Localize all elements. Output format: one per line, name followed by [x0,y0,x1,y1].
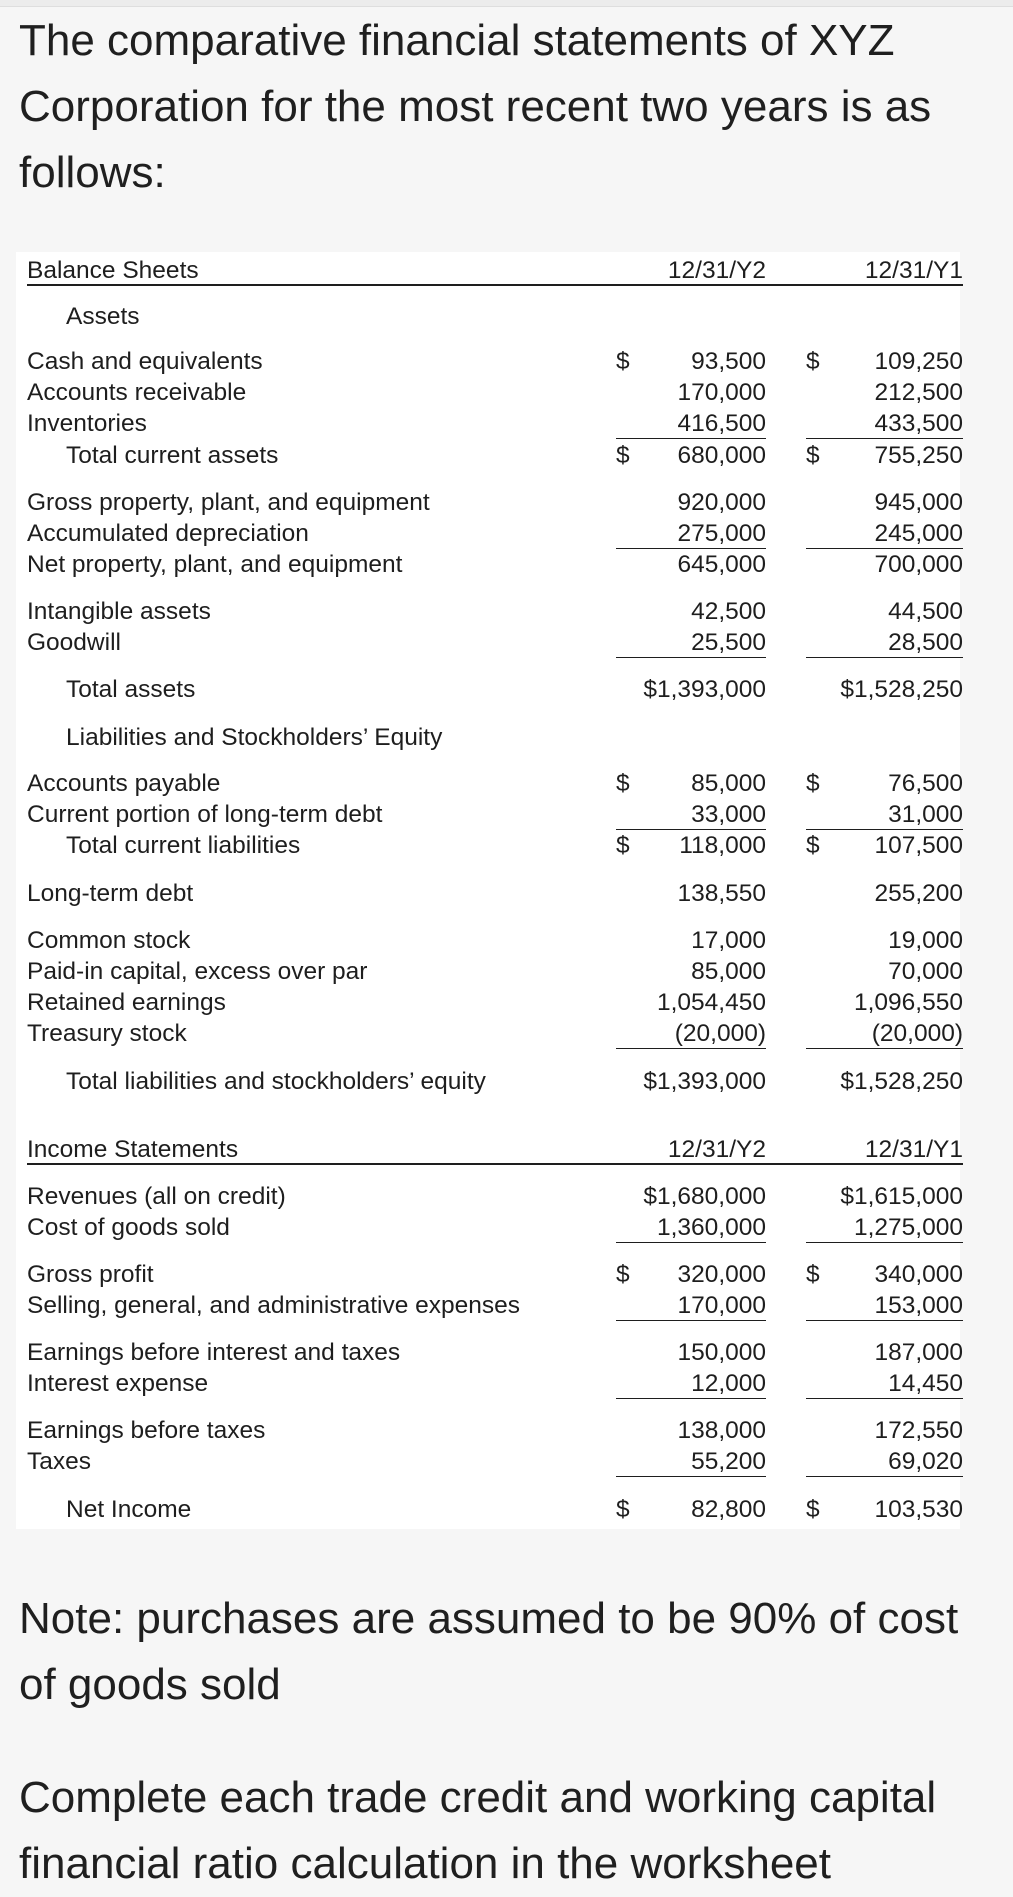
value-y2: 920,000 [677,489,766,516]
row-label: Long-term debt [27,880,194,907]
value-y2: 320,000 [677,1261,766,1288]
row-label: Interest expense [27,1370,209,1397]
table-row [16,627,963,658]
row-label: Accumulated depreciation [27,520,309,547]
value-y2: 1,054,450 [657,989,766,1016]
value-y2: 42,500 [691,598,766,625]
table-row [16,487,963,518]
row-label: Total current liabilities [66,832,301,859]
table-row [16,799,963,830]
value-y2: 85,000 [691,958,766,985]
liabilities-heading: Liabilities and Stockholders’ Equity [66,724,443,751]
table-row [16,1494,963,1525]
row-label: Total current assets [66,442,279,469]
value-y1: 212,500 [874,379,963,406]
currency-symbol: $ [616,1261,630,1288]
row-label: Gross property, plant, and equipment [27,489,430,516]
table-row [16,518,963,549]
value-y2: $1,393,000 [643,676,766,703]
table-row [16,408,963,439]
value-y1: 28,500 [888,629,963,656]
value-y2: 93,500 [691,348,766,375]
currency-symbol: $ [616,348,630,375]
row-label: Total assets [66,676,196,703]
note-paragraph: Note: purchases are assumed to be 90% of cost of goods sold [19,1594,959,1709]
value-y1: 107,500 [874,832,963,859]
value-y1: $1,528,250 [840,676,963,703]
row-label: Total liabilities and stockholders’ equity [66,1068,486,1095]
currency-symbol: $ [806,348,820,375]
value-y2: 85,000 [691,770,766,797]
currency-symbol: $ [806,1496,820,1523]
table-row [16,925,963,956]
table-row [16,1446,963,1477]
intro-paragraph: The comparative financial statements of XYZ Corporation for the most recent two years is as follows: [19,16,932,197]
row-label: Earnings before interest and taxes [27,1339,401,1366]
row-label: Retained earnings [27,989,226,1016]
value-y1: 31,000 [888,801,963,828]
value-y2: 138,000 [677,1417,766,1444]
value-y1: 103,530 [874,1496,963,1523]
header-rule [27,284,963,286]
currency-symbol: $ [616,442,630,469]
row-label: Paid-in capital, excess over par [27,958,368,985]
table-row [16,1415,963,1446]
table-row [16,768,963,799]
row-label: Selling, general, and administrative expenses [27,1292,521,1319]
col-y2-header: 12/31/Y2 [667,257,766,284]
row-label: Cost of goods sold [27,1214,230,1241]
currency-symbol: $ [616,832,630,859]
row-label: Treasury stock [27,1020,187,1047]
table-row [16,674,963,705]
row-label: Intangible assets [27,598,211,625]
value-y1: 700,000 [874,551,963,578]
currency-symbol: $ [806,770,820,797]
row-label: Accounts receivable [27,379,247,406]
value-y2: 170,000 [677,379,766,406]
row-label: Current portion of long-term debt [27,801,383,828]
col-y1-header: 12/31/Y1 [864,257,963,284]
value-y1: 153,000 [874,1292,963,1319]
value-y2: 33,000 [691,801,766,828]
row-label: Goodwill [27,629,121,656]
task-paragraph: Complete each trade credit and working capital financial ratio calculation in the worksheet [19,1773,937,1888]
income-statement-header [16,1134,963,1165]
table-row [16,1212,963,1243]
row-label: Inventories [27,410,147,437]
value-y1: $1,528,250 [840,1068,963,1095]
col-y2-header: 12/31/Y2 [667,1136,766,1163]
value-y1: 433,500 [874,410,963,437]
balance-sheet-header [16,255,963,286]
value-y1: 1,275,000 [854,1214,963,1241]
table-row [16,1259,963,1290]
table-row [16,878,963,909]
currency-symbol: $ [806,442,820,469]
value-y1: 109,250 [874,348,963,375]
col-y1-header: 12/31/Y1 [864,1136,963,1163]
value-y2: 680,000 [677,442,766,469]
value-y1: 245,000 [874,520,963,547]
value-y2: 118,000 [679,832,766,859]
value-y1: 76,500 [888,770,963,797]
table-row [16,1337,963,1368]
value-y2: 275,000 [677,520,766,547]
value-y2: 55,200 [691,1448,766,1475]
table-row [16,1181,963,1212]
row-label: Taxes [27,1448,92,1475]
table-row [16,596,963,627]
table-row [16,440,963,471]
table-row [16,830,963,861]
row-label: Gross profit [27,1261,154,1288]
row-label: Net Income [66,1496,192,1523]
table-row [16,987,963,1018]
financial-statements-image [16,252,963,1529]
value-y2: 416,500 [677,410,766,437]
row-label: Earnings before taxes [27,1417,266,1444]
value-y1: 19,000 [888,927,963,954]
value-y2: (20,000) [674,1020,766,1047]
table-row [16,1018,963,1049]
value-y2: $1,680,000 [643,1183,766,1210]
row-label: Revenues (all on credit) [27,1183,286,1210]
value-y2: 170,000 [677,1292,766,1319]
row-label: Accounts payable [27,770,221,797]
header-rule [27,1163,963,1165]
row-label: Cash and equivalents [27,348,263,375]
income-statement-title: Income Statements [27,1136,239,1163]
value-y2: 150,000 [677,1339,766,1366]
value-y2: 82,800 [691,1496,766,1523]
value-y1: 44,500 [888,598,963,625]
table-row [16,346,963,377]
table-row [16,956,963,987]
balance-sheet-title: Balance Sheets [27,257,199,284]
table-row [16,1290,963,1321]
value-y1: (20,000) [871,1020,963,1047]
assets-heading-row [16,301,960,332]
value-y1: 340,000 [874,1261,963,1288]
value-y2: $1,393,000 [643,1068,766,1095]
value-y2: 138,550 [677,880,766,907]
value-y1: $1,615,000 [840,1183,963,1210]
value-y1: 172,550 [874,1417,963,1444]
row-label: Net property, plant, and equipment [27,551,403,578]
table-row [16,1066,963,1097]
value-y2: 12,000 [691,1370,766,1397]
value-y1: 187,000 [874,1339,963,1366]
value-y1: 70,000 [888,958,963,985]
value-y1: 1,096,550 [854,989,963,1016]
table-row [16,1368,963,1399]
value-y1: 255,200 [874,880,963,907]
currency-symbol: $ [616,770,630,797]
currency-symbol: $ [806,832,820,859]
value-y1: 14,450 [888,1370,963,1397]
row-label: Common stock [27,927,191,954]
liabilities-heading-row [16,722,960,753]
value-y2: 25,500 [691,629,766,656]
value-y1: 755,250 [874,442,963,469]
value-y2: 1,360,000 [657,1214,766,1241]
currency-symbol: $ [806,1261,820,1288]
currency-symbol: $ [616,1496,630,1523]
top-border [0,0,1013,7]
assets-heading: Assets [66,303,140,330]
table-row [16,377,963,408]
value-y1: 69,020 [888,1448,963,1475]
table-row [16,549,963,580]
value-y2: 17,000 [691,927,766,954]
value-y2: 645,000 [677,551,766,578]
value-y1: 945,000 [874,489,963,516]
